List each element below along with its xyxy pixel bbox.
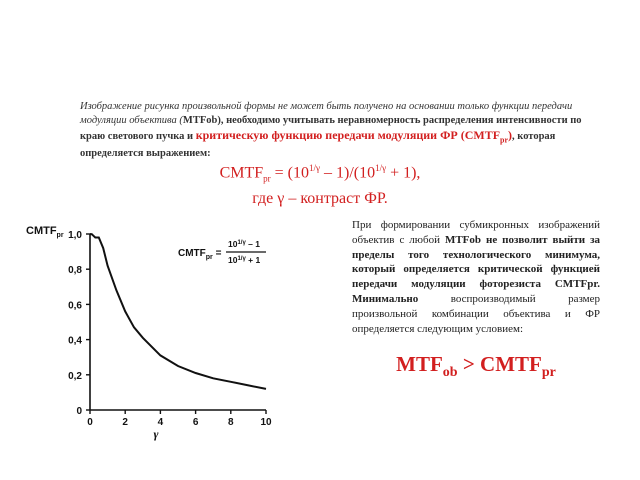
inset-lhs: $CMTF_{pr}$ =	[178, 248, 222, 261]
x-tick-label: 2	[122, 417, 128, 428]
intro-highlight-close: )	[508, 128, 513, 142]
right-text-1: При формировании субмикронных изображений объектив с любой	[352, 219, 600, 246]
formula-line-2: где γ – контраст ФР.	[252, 189, 388, 207]
formula-exp2: 1/γ	[375, 163, 387, 173]
x-tick-label: 10	[260, 417, 272, 428]
chart-xlabel: γ	[153, 427, 159, 441]
chart-ylabel: $CMTF_{pr}$	[26, 225, 64, 239]
conclusion-cmtf-sub: pr	[541, 365, 556, 381]
formula-line-1	[150, 158, 490, 189]
formula-lhs: CMTF	[219, 164, 264, 182]
formula-eq: = (10	[270, 164, 309, 182]
intro-paragraph	[80, 100, 605, 161]
conclusion-formula	[352, 352, 600, 381]
conclusion-mtf: MTF	[396, 352, 443, 376]
intro-mtfob: MTFob	[182, 115, 218, 126]
formula-end: + 1),	[386, 164, 421, 182]
intro-text-2: ), необходимо учитывать неравномерность распределения интенсивности по краю светового пучка и	[80, 115, 582, 142]
inset-denominator: $10^{1/\gamma} + 1$	[228, 255, 261, 265]
y-tick-label: 0,6	[68, 300, 82, 312]
conclusion-mtf-sub: ob	[442, 365, 458, 381]
cmtf-chart	[20, 212, 285, 442]
y-tick-label: 0	[76, 406, 82, 417]
conclusion-cmtf: CMTF	[480, 352, 542, 376]
y-tick-label: 0,4	[68, 335, 82, 347]
right-mtfob: MTFob	[444, 233, 482, 246]
right-text-2: не позволит выйти за пределы того технологического минимума, который определяется критической функцией передачи модуляции фоторезиста CMTFpr. Минимально	[352, 233, 601, 305]
x-tick-label: 8	[228, 417, 234, 428]
main-formula	[150, 158, 490, 209]
y-tick-label: 0,8	[68, 265, 82, 277]
intro-highlight-sub: pr	[500, 135, 509, 145]
formula-mid: – 1)/(10	[319, 164, 376, 182]
inset-numerator: $10^{1/\gamma} - 1$	[228, 239, 260, 249]
formula-lhs-sub: pr	[263, 173, 271, 184]
x-tick-label: 4	[157, 417, 164, 428]
right-text-3: воспроизводимый размер произвольной комбинации объектива и ФР определяется следующим условием:	[352, 292, 600, 335]
conclusion-op: >	[457, 352, 481, 376]
right-paragraph	[352, 218, 600, 336]
intro-text-3: , которая определяется выражением:	[80, 131, 556, 160]
x-tick-label: 0	[87, 417, 93, 428]
y-tick-label: 0,2	[68, 370, 82, 382]
intro-highlight-text: критическую функцию передачи модуляции ФР (CMTF	[195, 128, 501, 142]
y-tick-label: 1,0	[68, 230, 82, 241]
formula-exp1: 1/γ	[309, 163, 320, 173]
chart-inset-formula	[178, 239, 266, 265]
x-tick-label: 6	[192, 417, 199, 428]
intro-highlight	[195, 128, 513, 145]
intro-text-1: Изображение рисунка произвольной формы не может быть получено на основании только функции передачи модуляции объектива (	[80, 101, 573, 126]
